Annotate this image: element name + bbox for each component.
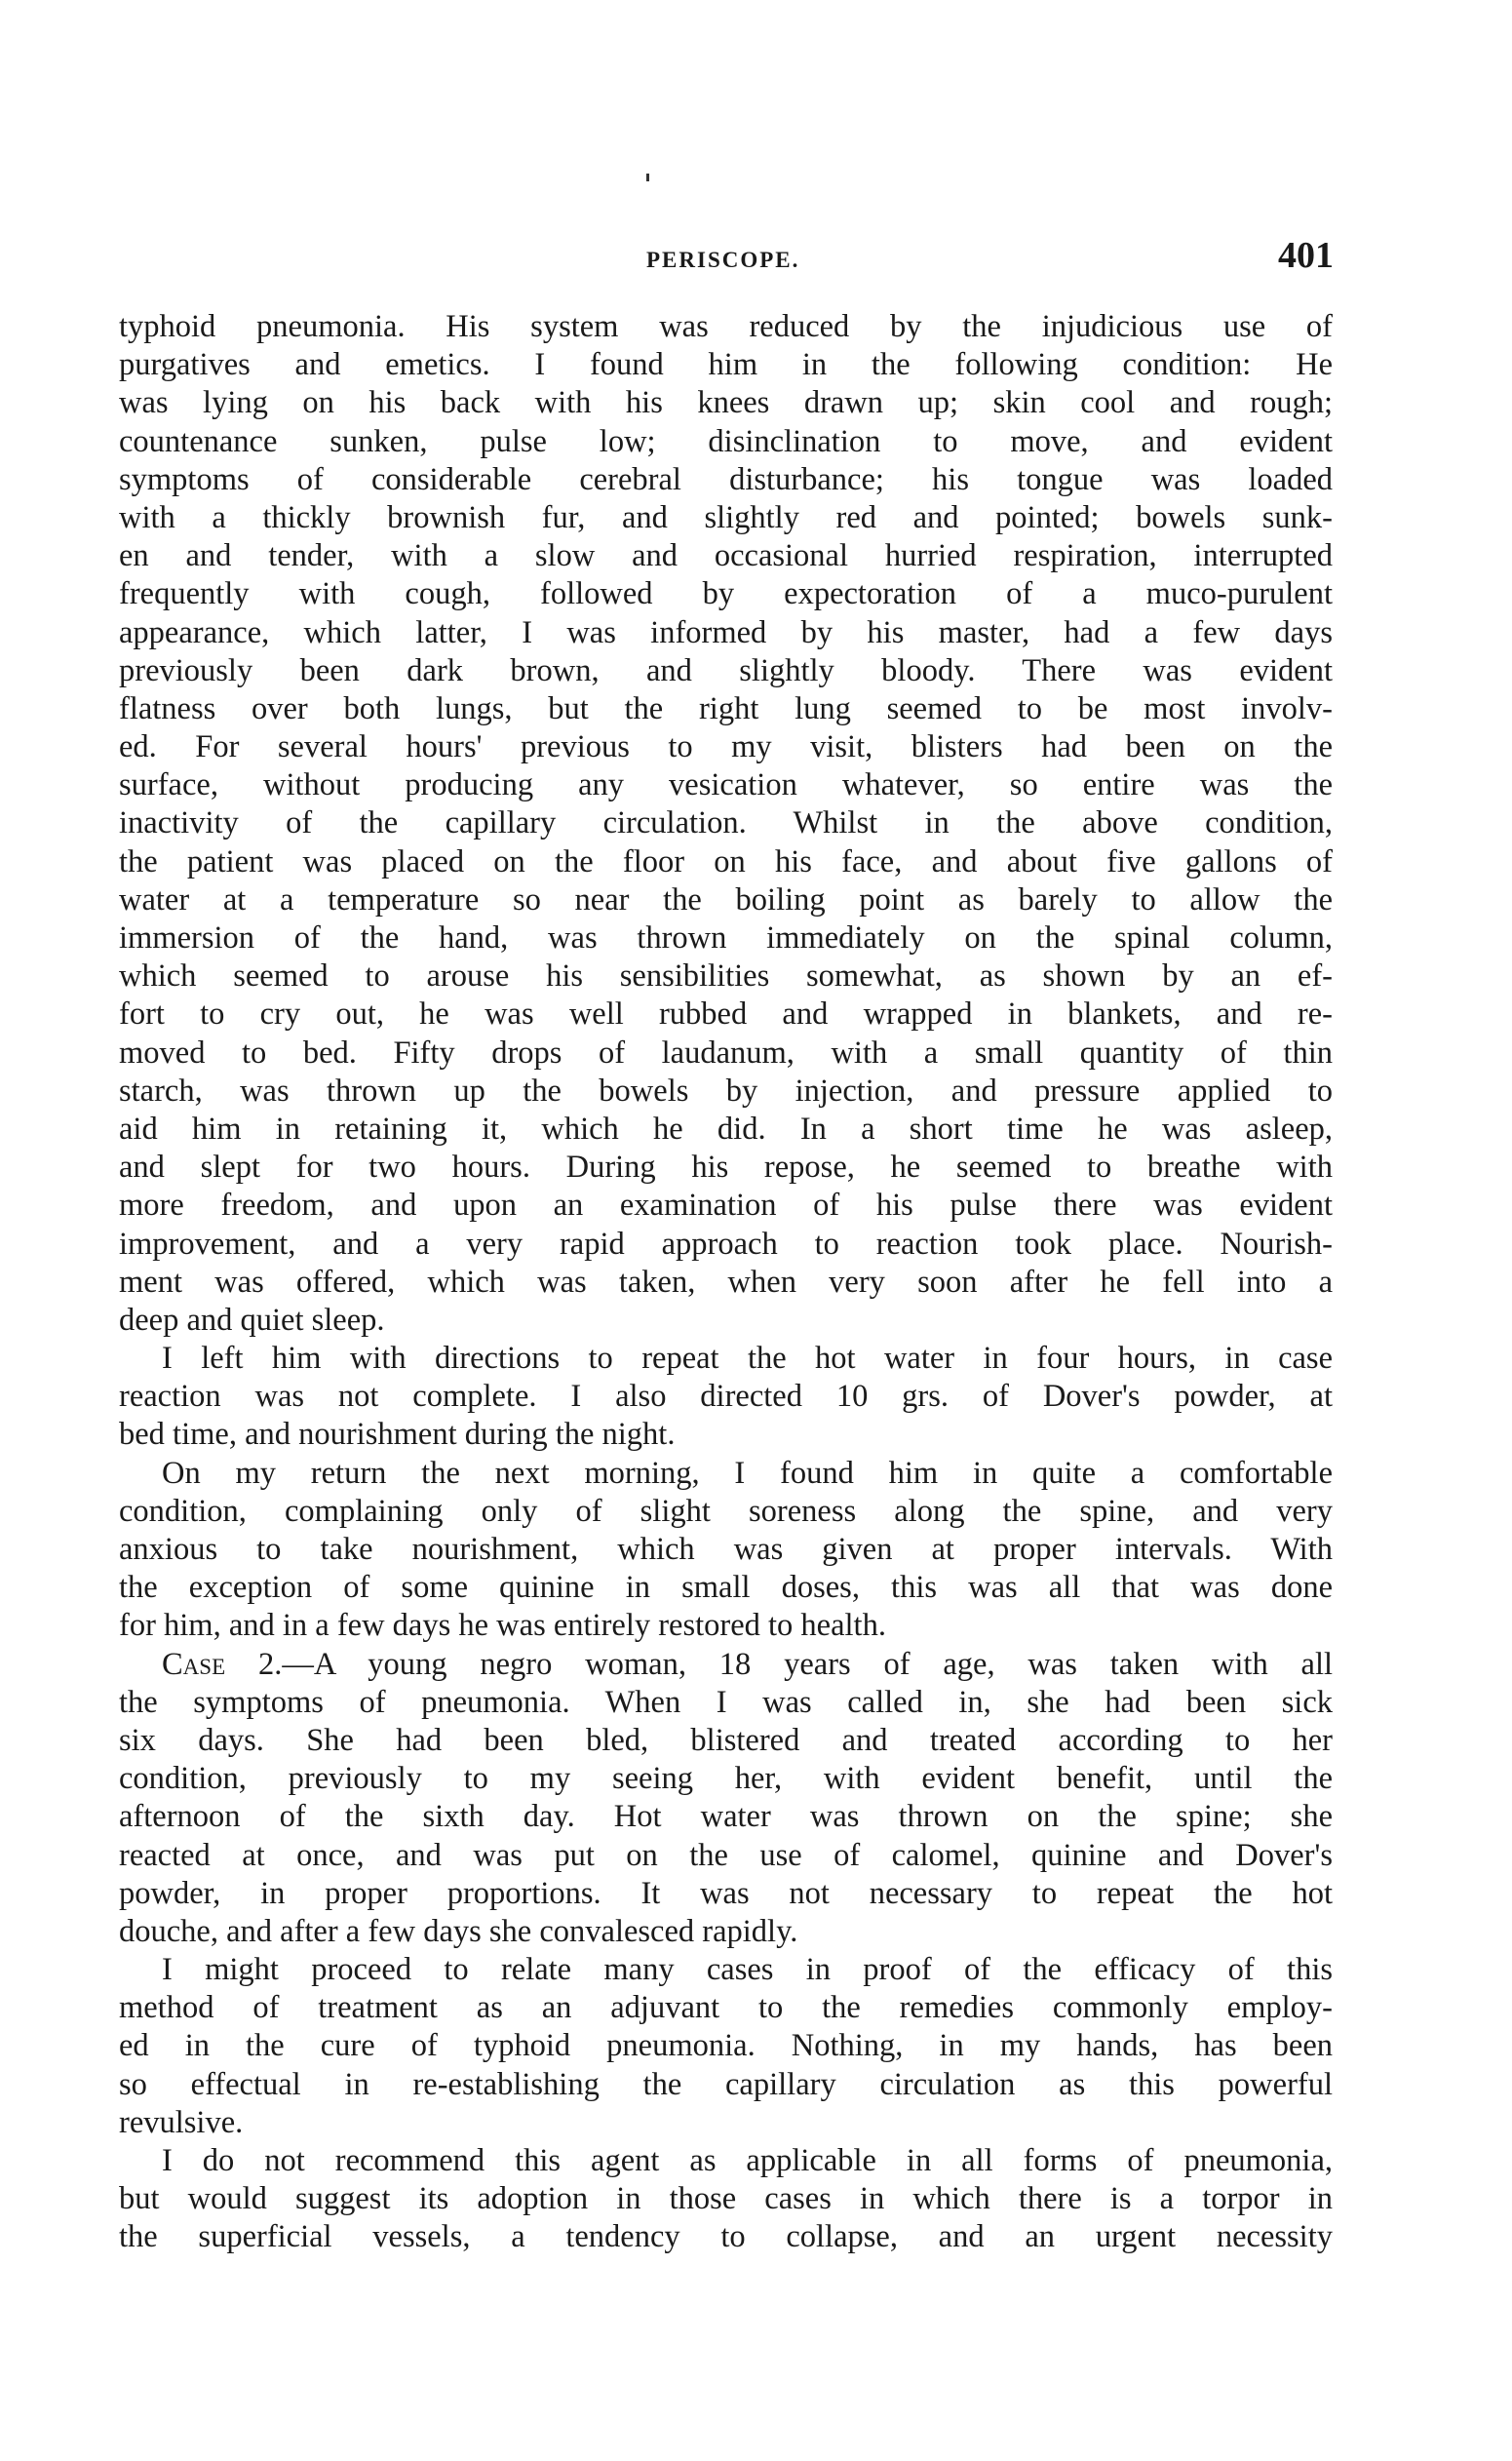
text-line: reacted at once, and was put on the use of calomel, quinine and Dover's: [119, 1837, 1333, 1873]
stray-print-mark: [646, 174, 649, 181]
text-line: but would suggest its adoption in those cases in which there is a torpor in: [119, 2181, 1333, 2217]
text-line: anxious to take nourishment, which was given at proper intervals. With: [119, 1532, 1333, 1567]
text-line: On my return the next morning, I found him in quite a comfortable: [162, 1455, 1333, 1491]
text-line: previously been dark brown, and slightly bloody. There was evident: [119, 652, 1333, 688]
text-line: improvement, and a very rapid approach to reaction took place. Nourish-: [119, 1226, 1333, 1262]
paragraph: [119, 1455, 1333, 1646]
text-line: symptoms of considerable cerebral disturbance; his tongue was loaded: [119, 461, 1333, 497]
case-label: Case: [162, 1646, 226, 1682]
text-line: douche, and after a few days she convalesced rapidly.: [119, 1913, 798, 1949]
text-line: surface, without producing any vesication whatever, so entire was the: [119, 767, 1333, 803]
text-line: inactivity of the capillary circulation. Whilst in the above condition,: [119, 805, 1333, 841]
paragraph: [119, 1951, 1333, 2142]
text-line: ed in the cure of typhoid pneumonia. Nothing, in my hands, has been: [119, 2028, 1333, 2064]
paragraph: [119, 308, 1333, 1340]
text-line: frequently with cough, followed by expectoration of a muco-purulent: [119, 576, 1333, 612]
text-line: afternoon of the sixth day. Hot water was thrown on the spine; she: [119, 1799, 1333, 1835]
text-line: more freedom, and upon an examination of his pulse there was evident: [119, 1188, 1333, 1224]
text-line: countenance sunken, pulse low; disinclination to move, and evident: [119, 423, 1333, 459]
text-line: the exception of some quinine in small doses, this was all that was done: [119, 1570, 1333, 1606]
running-header: [115, 234, 1334, 283]
text-line: condition, complaining only of slight soreness along the spine, and very: [119, 1493, 1333, 1529]
text-line: moved to bed. Fifty drops of laudanum, with a small quantity of thin: [119, 1035, 1333, 1071]
text-line: [119, 1646, 1333, 1684]
text-line: reaction was not complete. I also directed 10 grs. of Dover's powder, at: [119, 1379, 1333, 1415]
text-line: condition, previously to my seeing her, with evident benefit, until the: [119, 1761, 1333, 1797]
text-line: I left him with directions to repeat the hot water in four hours, in case: [162, 1341, 1333, 1377]
text-line: so effectual in re-establishing the capillary circulation as this powerful: [119, 2066, 1333, 2102]
text-line: with a thickly brownish fur, and slightly red and pointed; bowels sunk-: [119, 499, 1333, 535]
text-line: en and tender, with a slow and occasional hurried respiration, interrupted: [119, 538, 1333, 574]
text-line: revulsive.: [119, 2104, 244, 2140]
text-line: the superficial vessels, a tendency to collapse, and an urgent necessity: [119, 2219, 1333, 2255]
text-line: for him, and in a few days he was entirely restored to health.: [119, 1608, 886, 1644]
body-text: [119, 308, 1333, 2257]
text-line: the patient was placed on the floor on his face, and about five gallons of: [119, 843, 1333, 879]
page-number: 401: [1278, 235, 1334, 276]
text-line: I do not recommend this agent as applicable in all forms of pneumonia,: [162, 2143, 1333, 2178]
running-title: PERISCOPE.: [646, 248, 800, 272]
text-line: method of treatment as an adjuvant to the remedies commonly employ-: [119, 1990, 1333, 2026]
text-line: starch, was thrown up the bowels by injection, and pressure applied to: [119, 1073, 1333, 1109]
text-line: which seemed to arouse his sensibilities somewhat, as shown by an ef-: [119, 958, 1333, 995]
text-line: immersion of the hand, was thrown immediately on the spinal column,: [119, 920, 1333, 956]
text-line: fort to cry out, he was well rubbed and wrapped in blankets, and re-: [119, 996, 1333, 1033]
text-line: six days. She had been bled, blistered and treated according to her: [119, 1722, 1333, 1758]
text-line: I might proceed to relate many cases in proof of the efficacy of this: [162, 1952, 1333, 1988]
text-line: and slept for two hours. During his repose, he seemed to breathe with: [119, 1150, 1333, 1186]
paragraph: [119, 1646, 1333, 1952]
case-line-text: 2.—A young negro woman, 18 years of age, was taken with all: [225, 1646, 1333, 1682]
text-line: the symptoms of pneumonia. When I was called in, she had been sick: [119, 1684, 1333, 1720]
text-line: flatness over both lungs, but the right lung seemed to be most involv-: [119, 690, 1333, 726]
text-line: bed time, and nourishment during the night.: [119, 1417, 676, 1453]
text-line: was lying on his back with his knees drawn up; skin cool and rough;: [119, 385, 1333, 421]
text-line: aid him in retaining it, which he did. In a short time he was asleep,: [119, 1111, 1333, 1147]
text-line: ed. For several hours' previous to my visit, blisters had been on the: [119, 729, 1333, 765]
text-line: purgatives and emetics. I found him in the following condition: He: [119, 347, 1333, 383]
text-line: appearance, which latter, I was informed by his master, had a few days: [119, 614, 1333, 650]
paragraph: [119, 2142, 1333, 2257]
paragraph: [119, 1340, 1333, 1455]
text-line: ment was offered, which was taken, when very soon after he fell into a: [119, 1264, 1333, 1300]
text-line: typhoid pneumonia. His system was reduced by the injudicious use of: [119, 309, 1333, 344]
text-line: water at a temperature so near the boiling point as barely to allow the: [119, 881, 1333, 918]
text-line: powder, in proper proportions. It was not necessary to repeat the hot: [119, 1875, 1333, 1911]
text-line: deep and quiet sleep.: [119, 1302, 385, 1338]
